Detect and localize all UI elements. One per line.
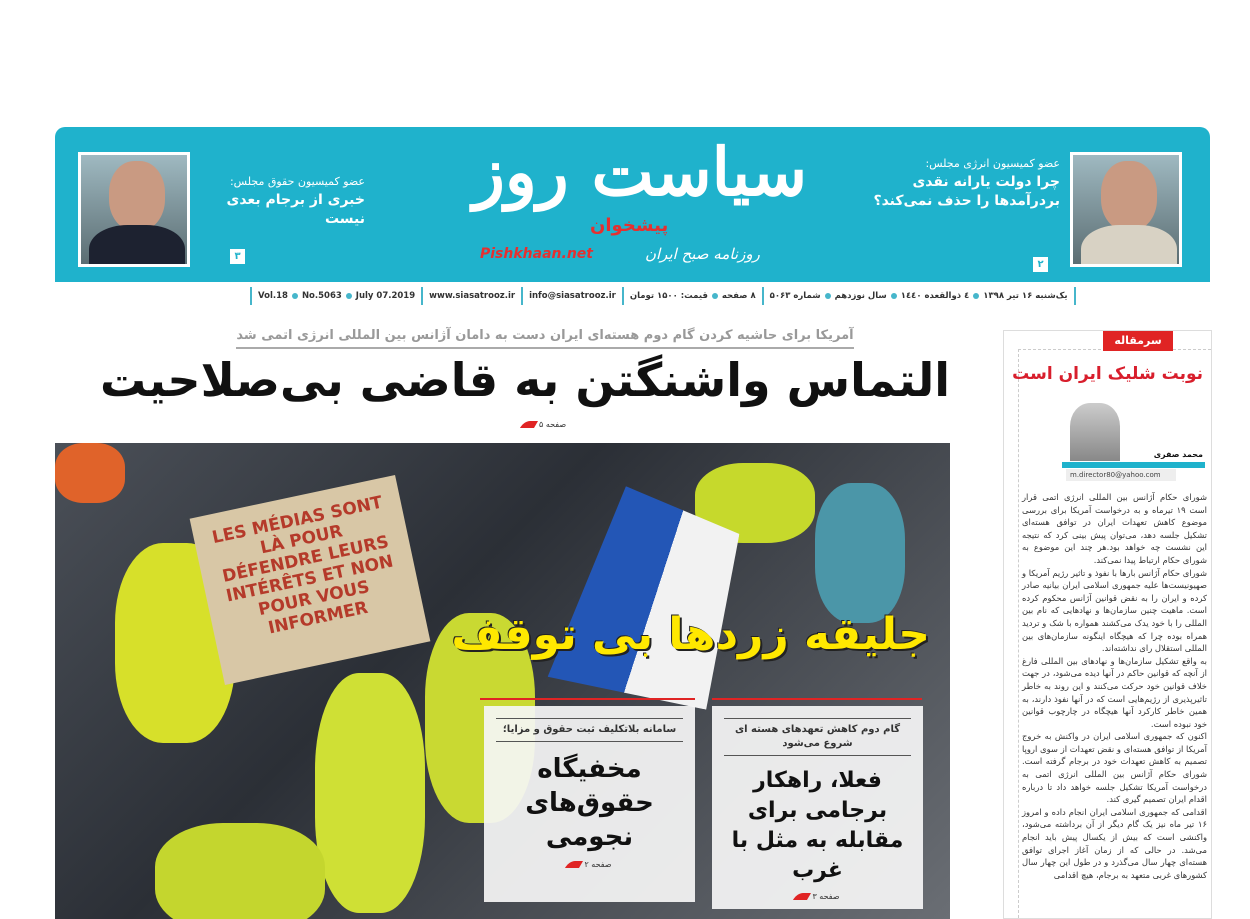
page-ref-label: صفحه ۲ xyxy=(584,860,612,869)
lead-page-ref[interactable] xyxy=(522,420,566,429)
watermark-url: Pishkhaan.net xyxy=(480,246,593,262)
date-hijri: ٤ ذوالقعده ١٤٤٠ xyxy=(900,291,970,301)
divider xyxy=(712,698,922,700)
website[interactable]: www.siasatrooz.ir xyxy=(429,291,516,301)
page-ref-label: صفحه ۳ xyxy=(812,892,840,901)
paragraph: اقدامی که جمهوری اسلامی ایران انجام داده و امروز ۱۶ تیر ماه نیز یک گام دیگر از آن برداشته می‌شود، واکنشی است که بیش از یکسال پیش باید انجام می‌شد. در حالی که از زمان آغاز اجرای توافق هسته‌ای چهار سال می‌گذرد و در طول این چهار سال کشورهای غربی متعهد به برجام، هیچ اقدامی xyxy=(1022,806,1207,880)
divider xyxy=(1062,462,1205,468)
newspaper-name: سیاست روز xyxy=(472,133,808,211)
paragraph: به واقع تشکیل سازمان‌ها و نهادهای بین المللی فارغ از آنچه که قوانین حاکم در آنها دیده می‌شود، در جهت خلاف قوانین خود حرکت می‌کنند و این روند به خاطر تاثیرپذیری از رژیم‌هایی است که در آنها نفوذ دارند، به همین خاطر کارکرد آنها هیچگاه در چارچوب قوانین خود نبوده است. xyxy=(1022,655,1207,729)
story-box-jcpoa[interactable] xyxy=(712,706,923,909)
teaser-left[interactable] xyxy=(195,175,365,229)
photo-headline[interactable]: جلیقه زردها بی توقف xyxy=(451,609,930,660)
divider xyxy=(480,698,695,700)
teaser-title: چرا دولت یارانه نقدی بردرآمدها را حذف نمی‌کند؟ xyxy=(873,174,1060,209)
masthead-banner xyxy=(55,127,1210,282)
newspaper-tagline: روزنامه صبح ایران xyxy=(645,245,760,263)
page-ref-marker-icon xyxy=(793,893,811,900)
teaser-right[interactable] xyxy=(850,157,1060,211)
page-ref-marker-icon xyxy=(520,421,538,428)
teaser-page-number: ۳ xyxy=(230,249,245,264)
protest-sign: LES MÉDIAS SONT LÀ POUR DÉFENDRE LEURS INTÉRÊTS ET NON POUR VOUS INFORMER xyxy=(190,475,431,685)
teaser-kicker: عضو کمیسیون انرژی مجلس: xyxy=(925,157,1060,170)
editorial-body xyxy=(1022,491,1207,881)
lead-supra-headline-wrap xyxy=(150,324,940,349)
teaser-title: خبری از برجام بعدی نیست xyxy=(226,192,365,227)
author-name: محمد صفری xyxy=(1153,450,1203,459)
volume: Vol.18 xyxy=(258,291,288,301)
lead-headline[interactable]: التماس واشنگتن به قاضی بی‌صلاحیت xyxy=(99,353,951,407)
issue-number-en: No.5063 xyxy=(301,291,342,301)
date-en: July 07.2019 xyxy=(355,291,416,301)
story-kicker: سامانه بلاتکلیف ثبت حقوق و مزایا؛ xyxy=(496,718,683,742)
email[interactable]: info@siasatrooz.ir xyxy=(529,291,616,301)
year: سال نوزدهم xyxy=(834,291,887,301)
story-kicker: گام دوم کاهش تعهدهای هسته ای شروع می‌شود xyxy=(724,718,911,756)
author-email[interactable]: m.director80@yahoo.com xyxy=(1066,469,1176,481)
masthead-logo xyxy=(440,131,840,279)
watermark: پیشخوان xyxy=(590,215,669,236)
editorial-title[interactable]: نوبت شلیک ایران است xyxy=(1012,364,1203,384)
story-box-rights[interactable] xyxy=(484,706,695,902)
author-photo xyxy=(1070,403,1120,461)
page-ref-marker-icon xyxy=(565,861,583,868)
story-title: فعلا، راهکار برجامی برای مقابله به مثل با غرب xyxy=(731,768,904,883)
date-fa: یک‌شنبه ۱۶ تیر ۱۳۹۸ xyxy=(983,291,1068,301)
paragraph: شورای حکام آژانس بین المللی انرژی اتمی قرار است ۱۹ تیرماه و به درخواست آمریکا برای بررسی موضوع کاهش تعهدات ایران در توافق هسته‌ای تشکیل جلسه دهد، می‌توان پیش بینی کرد که نتیجه این نشست چه خواهد بود.هر چند این موضوع به شورای حکام ارتباط پیدا نمی‌کند. xyxy=(1022,492,1207,565)
teaser-kicker: عضو کمیسیون حقوق مجلس: xyxy=(229,175,365,188)
editorial-column xyxy=(1003,330,1212,919)
paragraph: شورای حکام آژانس بارها با نفوذ و تاثیر رژیم آمریکا و صهیونیست‌ها علیه جمهوری اسلامی ایران بیانیه صادر کرده و ایران را به نقض قوانین آژانس محکوم کرده است. ماهیت چنین سازمان‌ها و نهادهایی که نام بین المللی را با خود یدک می‌کشند همواره با شک و تردید همراه بوده چرا که هیچگاه اینگونه سازمان‌های بین المللی استقلال رای نداشته‌اند. xyxy=(1022,567,1207,654)
paragraph: اکنون که جمهوری اسلامی ایران در واکنش به خروج آمریکا از توافق هسته‌ای و نقض تعهدات از سوی اروپا تصمیم به کاهش تعهدات خود در برجام گرفته است. شورای حکام آژانس بین المللی انرژی اتمی به درخواست آمریکا تشکیل جلسه خواهد داد تا درباره اقدام ایران تصمیم گیری کند. xyxy=(1022,731,1207,805)
lead-supra-headline: آمریکا برای حاشیه کردن گام دوم هسته‌ای ایران دست به دامان آژانس بین المللی انرژی اتمی شد xyxy=(236,327,853,349)
teaser-portrait-left xyxy=(78,152,190,267)
price: قیمت: ۱۵۰۰ تومان xyxy=(629,291,708,301)
editorial-label: سرمقاله xyxy=(1103,331,1173,351)
teaser-portrait-right xyxy=(1070,152,1182,267)
page-ref-label: صفحه ۵ xyxy=(539,420,567,429)
teaser-page-number: ۲ xyxy=(1033,257,1048,272)
issue-number: شماره ۵۰۶۳ xyxy=(769,291,821,301)
issue-info-bar xyxy=(250,287,1076,305)
story-title: مخفیگاه حقوق‌های نجومی xyxy=(525,754,654,852)
page-count: ۸ صفحه xyxy=(721,291,756,301)
